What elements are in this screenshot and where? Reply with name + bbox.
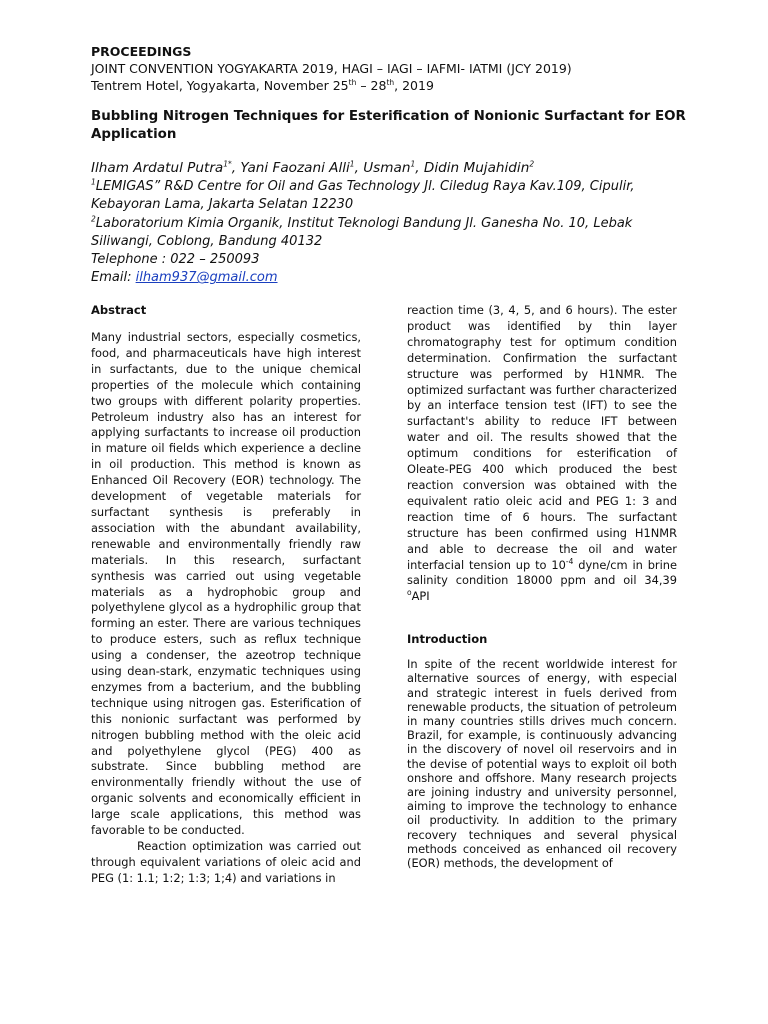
author-names: [91, 158, 691, 178]
paper-title: Bubbling Nitrogen Techniques for Esterification of Nonionic Surfactant for EOR Application: [91, 109, 686, 142]
affiliation-1-sup: 1: [91, 177, 96, 187]
venue-prefix: Tentrem Hotel, Yogyakarta, November 25: [91, 78, 349, 93]
author-1-sup: 1*: [223, 159, 232, 169]
author-2-sup: 1: [349, 159, 355, 169]
telephone: Telephone : 022 – 250093: [91, 252, 260, 268]
author-3-sup: 1: [410, 159, 416, 169]
abstract-p3-text: reaction time (3, 4, 5, and 6 hours). The ester product was identified by thin layer chromatography test for optimum condition determination. Confirmation the surfactant structure was performed by H1NMR. The optimized surfactant was further characterized by an interface tension test (IFT) to see the surfactant's ability to reduce IFT between water and oil. The results showed that the optimum conditions for esterification of Oleate-PEG 400 which produced the best reaction conversion was obtained with the equivalent ratio oleic acid and PEG 1: 3 and reaction time of 6 hours. The surfactant structure has been confirmed using H1NMR and able to decrease the oil and water interfacial tension up to 10: [407, 303, 677, 572]
introduction-heading: Introduction: [407, 632, 488, 647]
affiliation-2-text: Laboratorium Kimia Organik, Institut Teknologi Bandung Jl. Ganesha No. 10, Lebak Siliwangi, Coblong, Bandung 40132: [91, 215, 633, 249]
author-4-sup: 2: [529, 159, 535, 169]
email-line: [91, 269, 691, 287]
abstract-p3-text-3: API: [411, 589, 430, 604]
venue-line: [91, 77, 691, 94]
proceedings-header: [91, 44, 691, 94]
abstract-paragraph-2: Reaction optimization was carried out through equivalent variations of oleic acid and PEG (1: 1.1; 1:2; 1:3; 1;4) and variations in: [91, 839, 361, 885]
abstract-p3-text-2: dyne/cm in brine salinity condition 18000 ppm and oil 34,39: [407, 557, 677, 588]
email-link[interactable]: ilham937@gmail.com: [135, 270, 278, 286]
venue-sup-start: th: [348, 77, 357, 87]
author-block: [91, 158, 691, 288]
abstract-paragraph-3: [407, 303, 677, 605]
email-label: Email:: [91, 270, 136, 286]
left-column: [91, 303, 361, 887]
exponent-sup: -4: [565, 556, 574, 566]
abstract-heading: Abstract: [91, 303, 147, 317]
degree-sup: o: [407, 588, 412, 598]
affiliation-1: [91, 178, 691, 215]
proceedings-label: PROCEEDINGS: [91, 44, 192, 59]
venue-sup-end: th: [386, 77, 395, 87]
venue-mid: – 28: [356, 78, 387, 93]
author-2: , Yani Faozani Alli: [231, 160, 350, 176]
introduction-paragraph-1: In spite of the recent worldwide interest for alternative sources of energy, with especial and strategic interest in fuels derived from renewable products, the situation of petroleum in many countries stills drives much concern. Brazil, for example, is continuously advancing in the discovery of novel oil reservoirs and in the devise of potential ways to exploit oil both onshore and offshore. Many research projects are joining industry and university personnel, aiming to improve the technology to enhance oil productivity. In addition to the primary recovery techniques and several physical methods conceived as enhanced oil recovery (EOR) methods, the development of: [407, 657, 677, 871]
venue-suffix: , 2019: [394, 78, 434, 93]
right-column: [407, 303, 677, 870]
convention-name: JOINT CONVENTION YOGYAKARTA 2019, HAGI – IAGI – IAFMI- IATMI (JCY 2019): [91, 61, 572, 76]
affiliation-2-sup: 2: [91, 214, 96, 224]
author-1: Ilham Ardatul Putra: [91, 160, 224, 176]
affiliation-2: [91, 215, 691, 252]
affiliation-1-text: LEMIGAS” R&D Centre for Oil and Gas Technology Jl. Ciledug Raya Kav.109, Cipulir, Kebayoran Lama, Jakarta Selatan 12230: [91, 179, 635, 213]
abstract-paragraph-1: Many industrial sectors, especially cosmetics, food, and pharmaceuticals have high interest in surfactants, due to the unique chemical properties of the molecule which containing two groups with different polarity properties. Petroleum industry also has an interest for applying surfactants to increase oil production in mature oil fields which experience a decline in oil production. This method is known as Enhanced Oil Recovery (EOR) technology. The development of vegetable materials for surfactant synthesis is preferably in association with the abundant availability, renewable and environmentally friendly raw materials. In this research, surfactant synthesis was carried out using vegetable materials as a hydrophobic group and polyethylene glycol as a hydrophilic group that forming an ester. There are various techniques to produce esters, such as reflux technique using a condenser, the azeotrop technique using dean-stark, enzymatic techniques using enzymes from a bacterium, and the bubbling technique using nitrogen gas. Esterification of this nonionic surfactant was performed by nitrogen bubbling method with the oleic acid and polyethylene glycol (PEG) 400 as substrate. Since bubbling method are environmentally friendly without the use of organic solvents and economically efficient in large scale applications, this method was favorable to be conducted.: [91, 330, 361, 838]
author-3: , Usman: [354, 160, 411, 176]
author-4: , Didin Mujahidin: [415, 160, 530, 176]
